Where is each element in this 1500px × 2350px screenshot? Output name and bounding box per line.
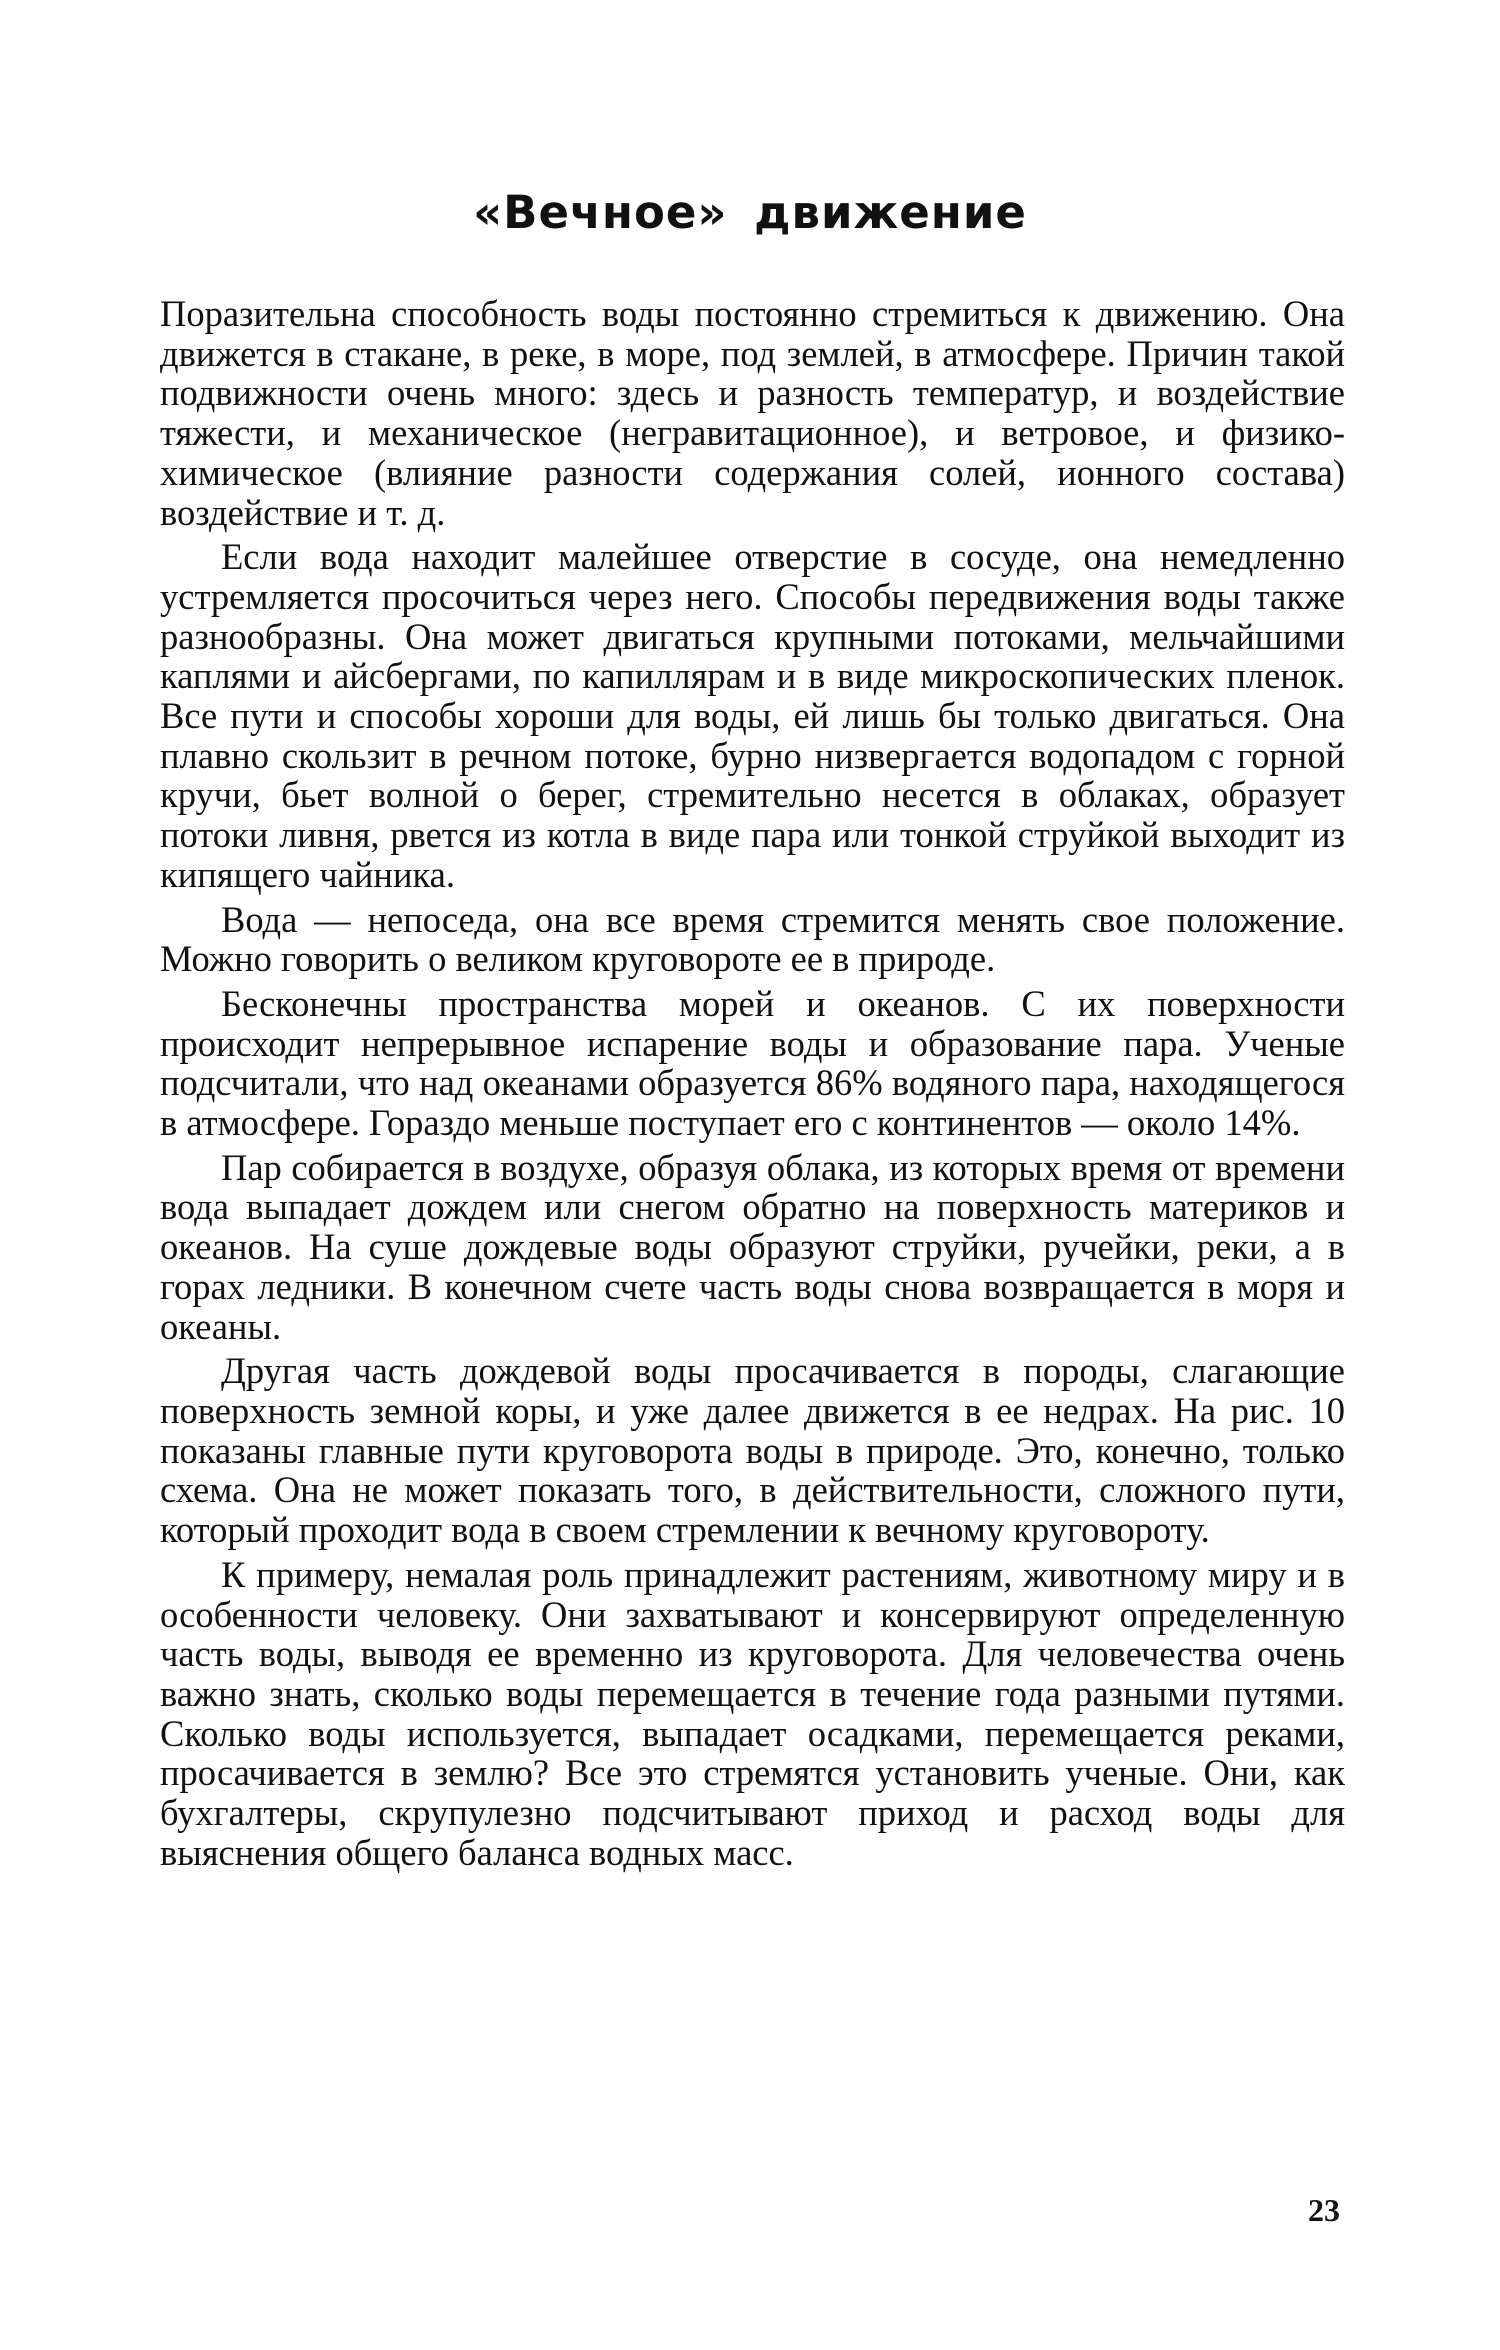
paragraph: Другая часть дождевой воды просачивается в породы, слагающие поверхность земной коры, и уже далее движется в ее недрах. На рис. 10 показаны главные пути круговорота воды в природе. Это, конечно, только схема. Она не может показать того, в действительности, сложного пути, который проходит вода в своем стремлении к вечному круговороту. bbox=[160, 1350, 1345, 1551]
paragraph: Вода — непоседа, она все время стремится менять свое положение. Можно говорить о великом круговороте ее в природе. bbox=[160, 898, 1345, 980]
paragraph: Если вода находит малейшее отверстие в сосуде, она немедленно устремляется просочиться через него. Способы передвижения воды также разнообразны. Она может двигаться крупными потоками, мельчайшими каплями и айсбергами, по капиллярам и в виде микроскопических пленок. Все пути и способы хороши для воды, ей лишь бы только двигаться. Она плавно скользит в речном потоке, бурно низвергается водопадом с горной кручи, бьет волной о берег, стремительно несется в облаках, образует потоки ливня, рвется из котла в виде пара или тонкой струйкой выходит из кипящего чайника. bbox=[160, 536, 1345, 895]
paragraph: Пар собирается в воздухе, образуя облака, из которых время от времени вода выпадает дождем или снегом обратно на поверхность материков и океанов. На суше дождевые воды образуют струйки, ручейки, реки, а в горах ледники. В конечном счете часть воды снова возвращается в моря и океаны. bbox=[160, 1146, 1345, 1347]
page-number: 23 bbox=[1308, 2192, 1340, 2228]
paragraph: Поразительна способность воды постоянно стремиться к движению. Она движется в стакане, в реке, в море, под землей, в атмосфере. Причин такой подвижности очень много: здесь и разность температур, и воздействие тяжести, и механическое (негравитационное), и ветровое, и физико-химическое (влияние разности содержания солей, ионного состава) воздействие и т. д. bbox=[160, 293, 1345, 533]
chapter-title: «Вечное» движение bbox=[473, 186, 1027, 239]
paragraph: Бесконечны пространства морей и океанов. С их поверхности происходит непрерывное испарение воды и образование пара. Ученые подсчитали, что над океанами образуется 86% водяного пара, находящегося в атмосфере. Гораздо меньше поступает его с континентов — около 14%. bbox=[160, 982, 1345, 1144]
paragraph: К примеру, немалая роль принадлежит растениям, животному миру и в особенности человеку. Они захватывают и консервируют определенную часть воды, выводя ее временно из круговорота. Для человечества очень важно знать, сколько воды перемещается в течение года разными путями. Сколько воды используется, выпадает осадками, перемещается реками, просачивается в землю? Все это стремятся установить ученые. Они, как бухгалтеры, скрупулезно подсчитывают приход и расход воды для выяснения общего баланса водных масс. bbox=[160, 1553, 1345, 1873]
body-text bbox=[160, 294, 1345, 1877]
